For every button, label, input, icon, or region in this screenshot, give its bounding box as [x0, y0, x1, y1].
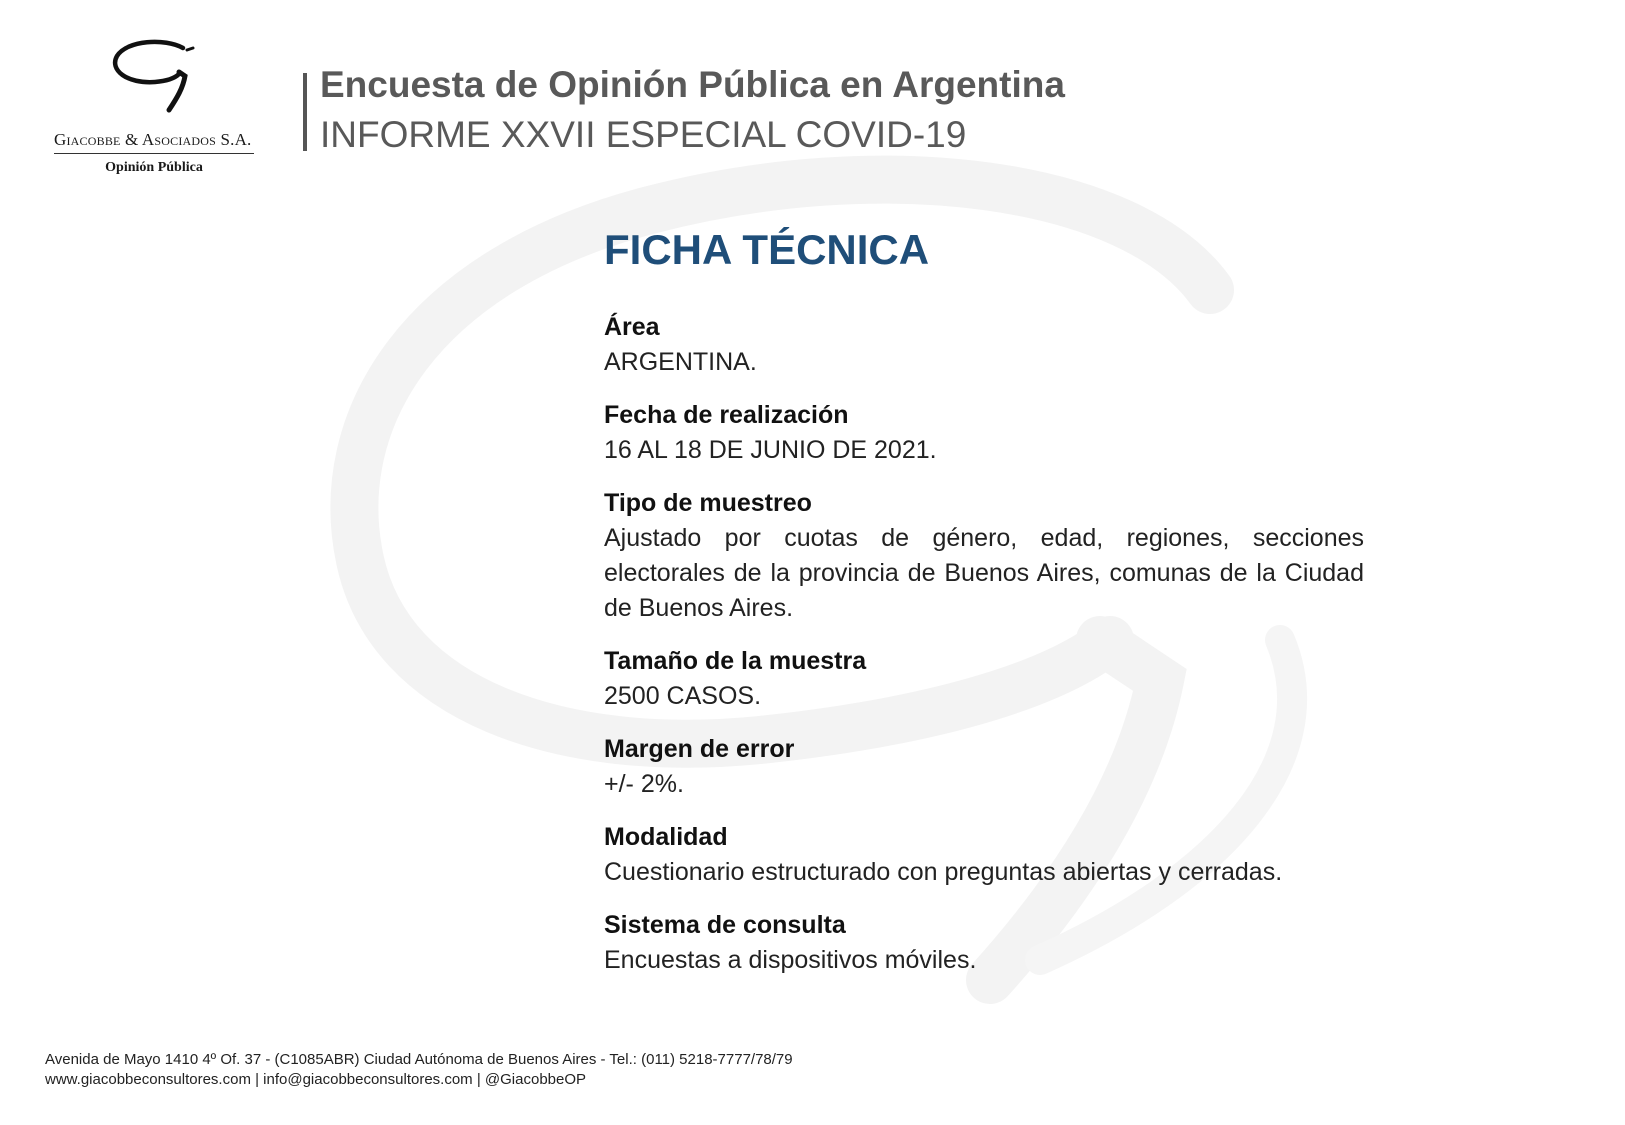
header-divider	[303, 73, 307, 151]
field-label: Área	[604, 313, 660, 341]
field-value: Cuestionario estructurado con preguntas abiertas y cerradas.	[604, 858, 1283, 886]
field-area	[604, 310, 1364, 380]
logo-subtitle: Opinión Pública	[105, 160, 203, 175]
field-label: Tipo de muestreo	[604, 489, 812, 517]
field-value: Encuestas a dispositivos móviles.	[604, 946, 977, 974]
field-label: Tamaño de la muestra	[604, 647, 867, 675]
field-label: Sistema de consulta	[604, 911, 846, 939]
field-value: ARGENTINA.	[604, 348, 757, 376]
field-tipo-muestreo	[604, 486, 1364, 626]
field-value: 2500 CASOS.	[604, 682, 762, 710]
footer	[45, 1050, 793, 1090]
field-value: Ajustado por cuotas de género, edad, regiones, secciones electorales de la provincia de Buenos Aires, comunas de la Ciudad de Buenos Aires.	[604, 524, 1364, 622]
ficha-tecnica-section	[604, 226, 1364, 996]
footer-contact: www.giacobbeconsultores.com | info@giacobbeconsultores.com | @GiacobbeOP	[45, 1071, 587, 1088]
field-modalidad	[604, 820, 1364, 890]
field-label: Fecha de realización	[604, 401, 849, 429]
field-label: Modalidad	[604, 823, 728, 851]
page-title: FICHA TÉCNICA	[604, 226, 930, 273]
field-value: 16 AL 18 DE JUNIO DE 2021.	[604, 436, 937, 464]
field-label: Margen de error	[604, 735, 795, 763]
logo-company-name: Giacobbe & Asociados S.A.	[54, 130, 254, 154]
footer-address: Avenida de Mayo 1410 4º Of. 37 - (C1085ABR) Ciudad Autónoma de Buenos Aires - Tel.: (011) 5218-7777/78/79	[45, 1051, 793, 1068]
field-sistema-consulta	[604, 908, 1364, 978]
header-title: Encuesta de Opinión Pública en Argentina	[320, 64, 1065, 105]
field-fecha	[604, 398, 1364, 468]
field-value: +/- 2%.	[604, 770, 684, 798]
field-tamano-muestra	[604, 644, 1364, 714]
header-subtitle: INFORME XXVII ESPECIAL COVID-19	[320, 114, 967, 155]
field-margen-error	[604, 732, 1364, 802]
company-logo	[40, 38, 270, 188]
g-swoosh-logo-icon	[105, 38, 215, 118]
